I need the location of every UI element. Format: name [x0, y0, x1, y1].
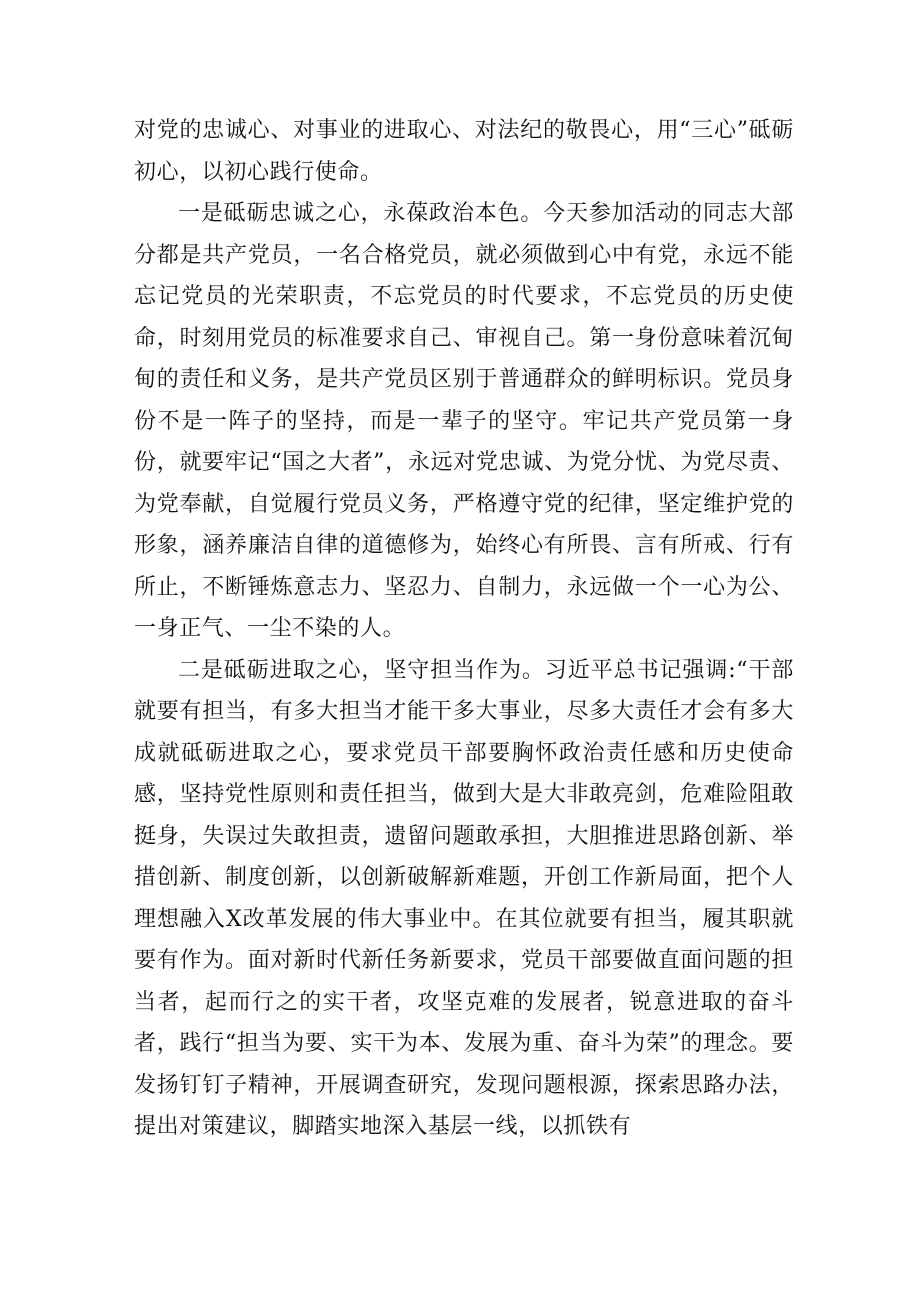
paragraph-intro-continuation: 对党的忠诚心、对事业的进取心、对法纪的敬畏心，用“三心”砥砺初心，以初心践行使命。 — [134, 118, 794, 185]
paragraph-loyalty: 一是砥砺忠诚之心，永葆政治本色。今天参加活动的同志大部分都是共产党员，一名合格党员，就必须做到心中有党，永远不能忘记党员的光荣职责，不忘党员的时代要求，不忘党员的历史使命，时刻用党员的标准要求自己、审视自己。第一身份意味着沉甸甸的责任和义务，是共产党员区别于普通群众的鲜明标识。党员身份不是一阵子的坚持，而是一辈子的坚守。牢记共产党员第一身份，就要牢记“国之大者”，永远对党忠诚、为党分忧、为党尽责、为党奉献，自觉履行党员义务，严格遵守党的纪律，坚定维护党的形象，涵养廉洁自律的道德修为，始终心有所畏、言有所戒、行有所止，不断锤炼意志力、坚忍力、自制力，永远做一个一心为公、一身正气、一尘不染的人。 — [134, 201, 794, 641]
document-body — [134, 110, 794, 1148]
paragraph-enterprise: 二是砥砺进取之心，坚守担当作为。习近平总书记强调:“干部就要有担当，有多大担当才能干多大事业，尽多大责任才会有多大成就砥砺进取之心，要求党员干部要胸怀政治责任感和历史使命感，坚持党性原则和责任担当，做到大是大非敢亮剑，危难险阻敢挺身，失误过失敢担责，遗留问题敢承担，大胆推进思路创新、举措创新、制度创新，以创新破解新难题，开创工作新局面，把个人理想融入X改革发展的伟大事业中。在其位就要有担当，履其职就要有作为。面对新时代新任务新要求，党员干部要做直面问题的担当者，起而行之的实干者，攻坚克难的发展者，锐意进取的奋斗者，践行“担当为要、实干为本、发展为重、奋斗为荣”的理念。要发扬钉钉子精神，开展调查研究，发现问题根源，探索思路办法，提出对策建议，脚踏实地深入基层一线，以抓铁有 — [134, 657, 794, 1139]
